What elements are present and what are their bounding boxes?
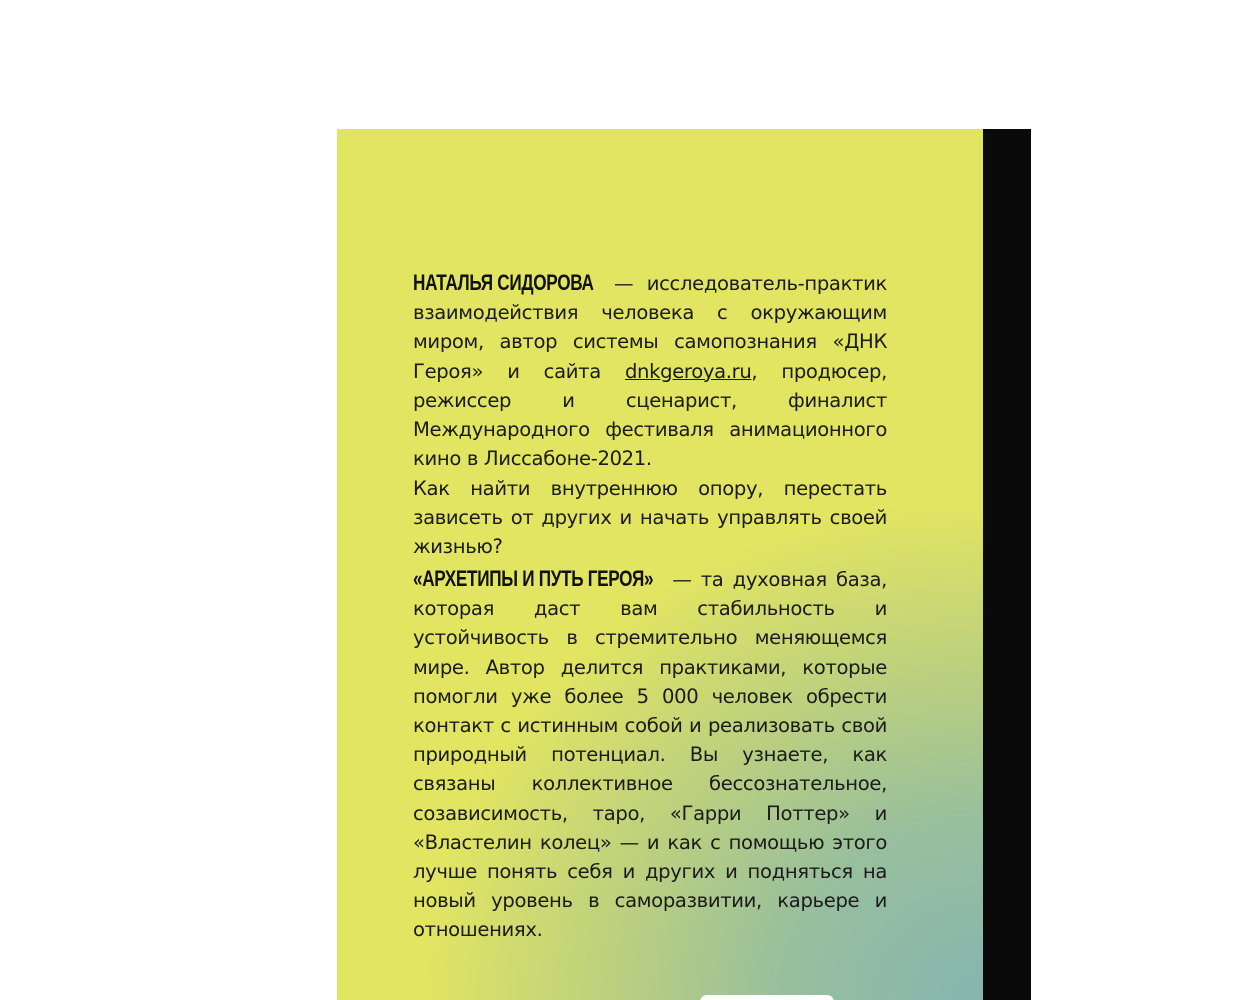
bottom-tab — [700, 995, 834, 1000]
bio-text-after-link: , продюсер, режиссер и сценарист, финалист Международного фестиваля анимационного кино в Лиссабоне-2021. — [413, 359, 887, 471]
book-title: «АРХЕТИПЫ И ПУТЬ ГЕРОЯ» — [413, 566, 654, 591]
site-link[interactable]: dnkgeroya.ru — [624, 359, 752, 383]
author-bio — [413, 268, 887, 473]
bio-text-before-link: — исследователь-практик взаимодействия человека с окружающим миром, автор системы самопознания «ДНК Героя» и сайта — [413, 272, 887, 383]
book-spine — [983, 129, 1031, 1000]
book-description — [413, 564, 887, 945]
description-text: — та духовная база, которая даст вам стабильность и устойчивость в стремительно меняющемся мире. Автор делится практиками, которые помогли уже более 5 000 человек обрести контакт с истинным собой и реализовать свой природный потенциал. Вы узнаете, как связаны коллективное бессознательное, созависимость, таро, «Гарри Поттер» и «Властелин колец» — и как с помощью этого лучше понять себя и других и подняться на новый уровень в саморазвитии, карьере и отношениях. — [413, 568, 887, 942]
question-text: Как найти внутреннюю опору, перестать зависеть от других и начать управлять своей жизнью? — [413, 477, 887, 559]
author-name: НАТАЛЬЯ СИДОРОВА — [413, 270, 594, 295]
question-paragraph — [413, 474, 887, 562]
